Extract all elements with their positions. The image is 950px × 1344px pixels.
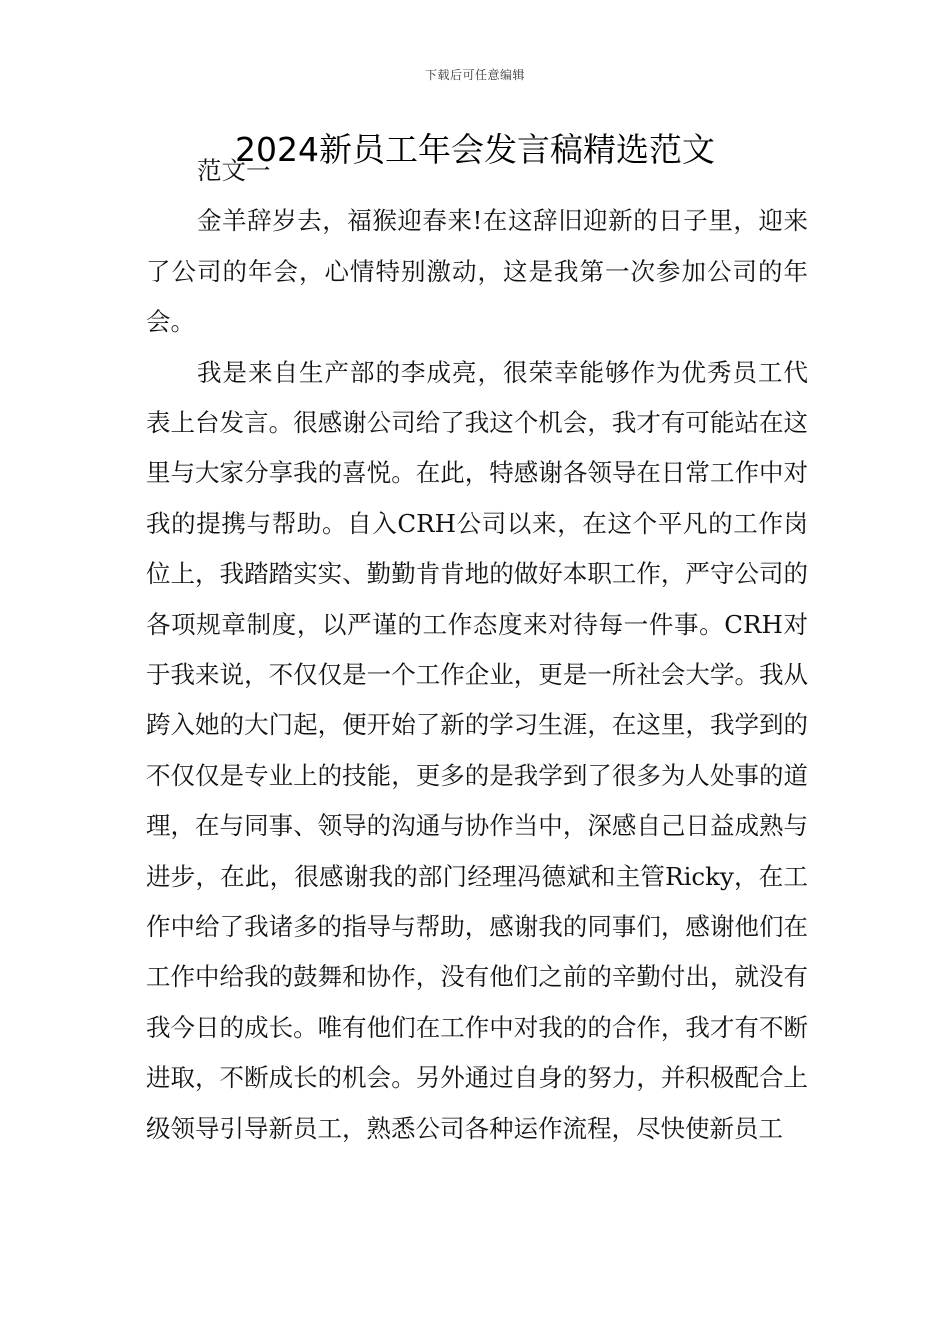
document-title: 2024新员工年会发言稿精选范文 (235, 130, 715, 169)
paragraph-2: 我是来自生产部的李成亮，很荣幸能够作为优秀员工代表上台发言。很感谢公司给了我这个机会，我才有可能站在这里与大家分享我的喜悦。在此，特感谢各领导在日常工作中对我的提携与帮助。自入CRH公司以来，在这个平凡的工作岗位上，我踏踏实实、勤勤肯肯地的做好本职工作，严守公司的各项规章制度，以严谨的工作态度来对待每一件事。CRH对于我来说，不仅仅是一个工作企业，更是一所社会大学。我从跨入她的大门起，便开始了新的学习生涯，在这里，我学到的不仅仅是专业上的技能，更多的是我学到了很多为人处事的道理，在与同事、领导的沟通与协作当中，深感自己日益成熟与进步，在此，很感谢我的部门经理冯德斌和主管Ricky，在工作中给了我诸多的指导与帮助，感谢我的同事们，感谢他们在工作中给我的鼓舞和协作，没有他们之前的辛勤付出，就没有我今日的成长。唯有他们在工作中对我的的合作，我才有不断进取，不断成长的机会。另外通过自身的努力，并积极配合上级领导引导新员工，熟悉公司各种运作流程，尽快使新员工 (146, 357, 808, 1143)
document-body (146, 146, 808, 1154)
section-label: 范文一 (197, 156, 271, 185)
header-note: 下载后可任意编辑 (424, 68, 525, 82)
paragraph-1: 金羊辞岁去，福猴迎春来!在这辞旧迎新的日子里，迎来了公司的年会，心情特别激动，这是我第一次参加公司的年会。 (146, 206, 808, 337)
